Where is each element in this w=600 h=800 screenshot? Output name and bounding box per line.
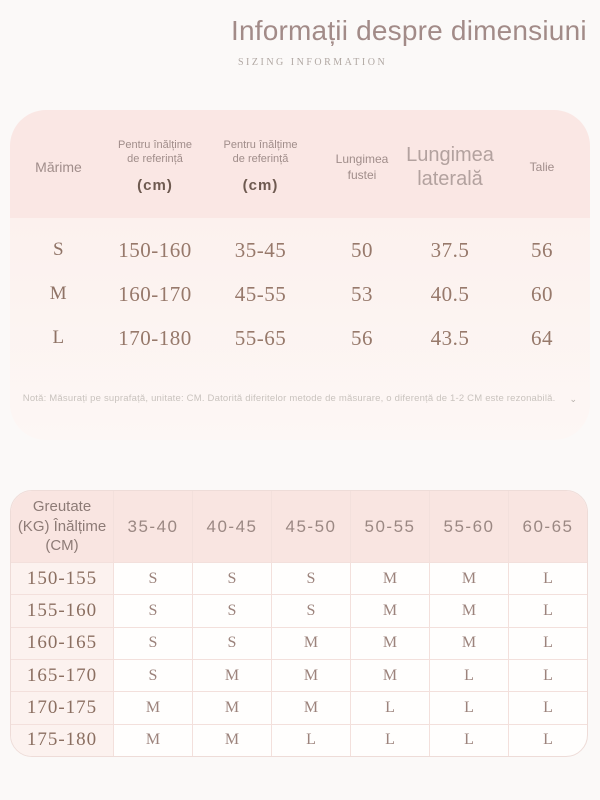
- size-value-cell: M: [192, 724, 271, 756]
- column-header-label: Mărime: [35, 158, 82, 175]
- size-value-cell: L: [429, 659, 508, 691]
- measurement-note: [10, 393, 590, 404]
- height-range-cell: 150-155: [11, 562, 113, 594]
- size-table-body: [10, 218, 590, 440]
- column-header-skirt-length: [318, 145, 406, 183]
- size-value-cell: M: [192, 691, 271, 723]
- size-value-cell: L: [508, 659, 587, 691]
- ref-height-cell: 170-180: [118, 325, 192, 350]
- ref-height-cell: 160-170: [118, 281, 192, 306]
- size-value-cell: S: [113, 627, 192, 659]
- height-range-cell: 170-175: [11, 691, 113, 723]
- size-table-header-row: [10, 110, 590, 218]
- table-row: [10, 272, 590, 316]
- column-header-waist: [494, 153, 590, 175]
- size-value-cell: L: [271, 724, 350, 756]
- waist-cell: 56: [531, 237, 553, 262]
- weight-column-header: 50-55: [350, 491, 429, 562]
- size-value-cell: M: [271, 691, 350, 723]
- table-row: [10, 228, 590, 272]
- ref-weight-cell: 55-65: [234, 325, 287, 350]
- size-table-card: [10, 110, 590, 440]
- column-header-label: Lungimea: [406, 144, 494, 166]
- size-value-cell: L: [508, 562, 587, 594]
- column-header-size: [10, 152, 107, 177]
- column-header-label: fustei: [347, 168, 377, 182]
- size-cell: S: [52, 239, 65, 260]
- size-value-cell: M: [429, 594, 508, 626]
- size-value-cell: M: [429, 627, 508, 659]
- size-value-cell: L: [508, 691, 587, 723]
- fit-table-card: [10, 490, 588, 757]
- fit-table-grid: [11, 491, 587, 756]
- size-value-cell: L: [508, 724, 587, 756]
- weight-column-header: 60-65: [508, 491, 587, 562]
- side-length-cell: 40.5: [430, 281, 470, 306]
- size-value-cell: M: [192, 659, 271, 691]
- size-value-cell: S: [113, 594, 192, 626]
- unit-label: (cm): [242, 177, 279, 195]
- corner-header-line: (CM): [45, 537, 79, 555]
- height-range-cell: 155-160: [11, 594, 113, 626]
- size-value-cell: S: [113, 659, 192, 691]
- size-value-cell: L: [429, 724, 508, 756]
- size-value-cell: S: [113, 562, 192, 594]
- column-header-label: Pentru înălțime: [223, 138, 298, 151]
- column-header-label: Talie: [529, 159, 555, 174]
- column-header-side-length: [406, 137, 494, 191]
- weight-column-header: 40-45: [192, 491, 271, 562]
- size-cell: L: [52, 327, 65, 348]
- size-value-cell: M: [350, 659, 429, 691]
- size-cell: M: [49, 283, 68, 304]
- ref-height-cell: 150-160: [118, 237, 192, 262]
- height-range-cell: 165-170: [11, 659, 113, 691]
- size-value-cell: M: [350, 562, 429, 594]
- size-value-cell: M: [350, 627, 429, 659]
- height-range-cell: 175-180: [11, 724, 113, 756]
- size-value-cell: L: [350, 724, 429, 756]
- column-header-label: de referință: [232, 153, 289, 166]
- fit-table-corner-header: [11, 491, 113, 562]
- page-title: Informații despre dimensiuni: [231, 15, 587, 46]
- waist-cell: 60: [531, 281, 553, 306]
- column-header-ref-height: [107, 132, 203, 197]
- size-value-cell: L: [429, 691, 508, 723]
- size-value-cell: M: [350, 594, 429, 626]
- size-value-cell: S: [192, 627, 271, 659]
- height-range-cell: 160-165: [11, 627, 113, 659]
- size-value-cell: M: [113, 691, 192, 723]
- corner-header-line: (KG) Înălțime: [17, 517, 107, 535]
- column-header-label: de referință: [127, 153, 183, 166]
- caret-down-icon: ⌄: [569, 394, 578, 404]
- page-subtitle: SIZING INFORMATION: [238, 57, 388, 68]
- column-header-label: Lungimea: [335, 151, 389, 166]
- unit-label: (cm): [137, 177, 173, 195]
- skirt-length-cell: 56: [351, 325, 373, 350]
- skirt-length-cell: 50: [351, 237, 373, 262]
- side-length-cell: 37.5: [430, 237, 470, 262]
- size-value-cell: M: [271, 659, 350, 691]
- ref-weight-cell: 45-55: [234, 281, 287, 306]
- size-value-cell: S: [271, 594, 350, 626]
- ref-weight-cell: 35-45: [234, 237, 287, 262]
- skirt-length-cell: 53: [351, 281, 373, 306]
- column-header-ref-weight: [203, 132, 318, 197]
- side-length-cell: 43.5: [430, 325, 470, 350]
- weight-column-header: 35-40: [113, 491, 192, 562]
- size-value-cell: L: [350, 691, 429, 723]
- column-header-label: Pentru înălțime: [118, 138, 192, 151]
- measurement-note-text: Notă: Măsurați pe suprafață, unitate: CM. Datorită diferitelor metode de măsurare, o diferență de 1-2 CM este rezonabilă.: [22, 393, 556, 404]
- weight-column-header: 55-60: [429, 491, 508, 562]
- size-value-cell: S: [192, 594, 271, 626]
- size-value-cell: M: [113, 724, 192, 756]
- waist-cell: 64: [531, 325, 553, 350]
- size-value-cell: L: [508, 594, 587, 626]
- weight-column-header: 45-50: [271, 491, 350, 562]
- table-row: [10, 316, 590, 360]
- column-header-label: laterală: [417, 168, 483, 190]
- size-value-cell: S: [192, 562, 271, 594]
- size-value-cell: S: [271, 562, 350, 594]
- size-value-cell: L: [508, 627, 587, 659]
- size-value-cell: M: [271, 627, 350, 659]
- corner-header-line: Greutate: [32, 498, 92, 516]
- size-value-cell: M: [429, 562, 508, 594]
